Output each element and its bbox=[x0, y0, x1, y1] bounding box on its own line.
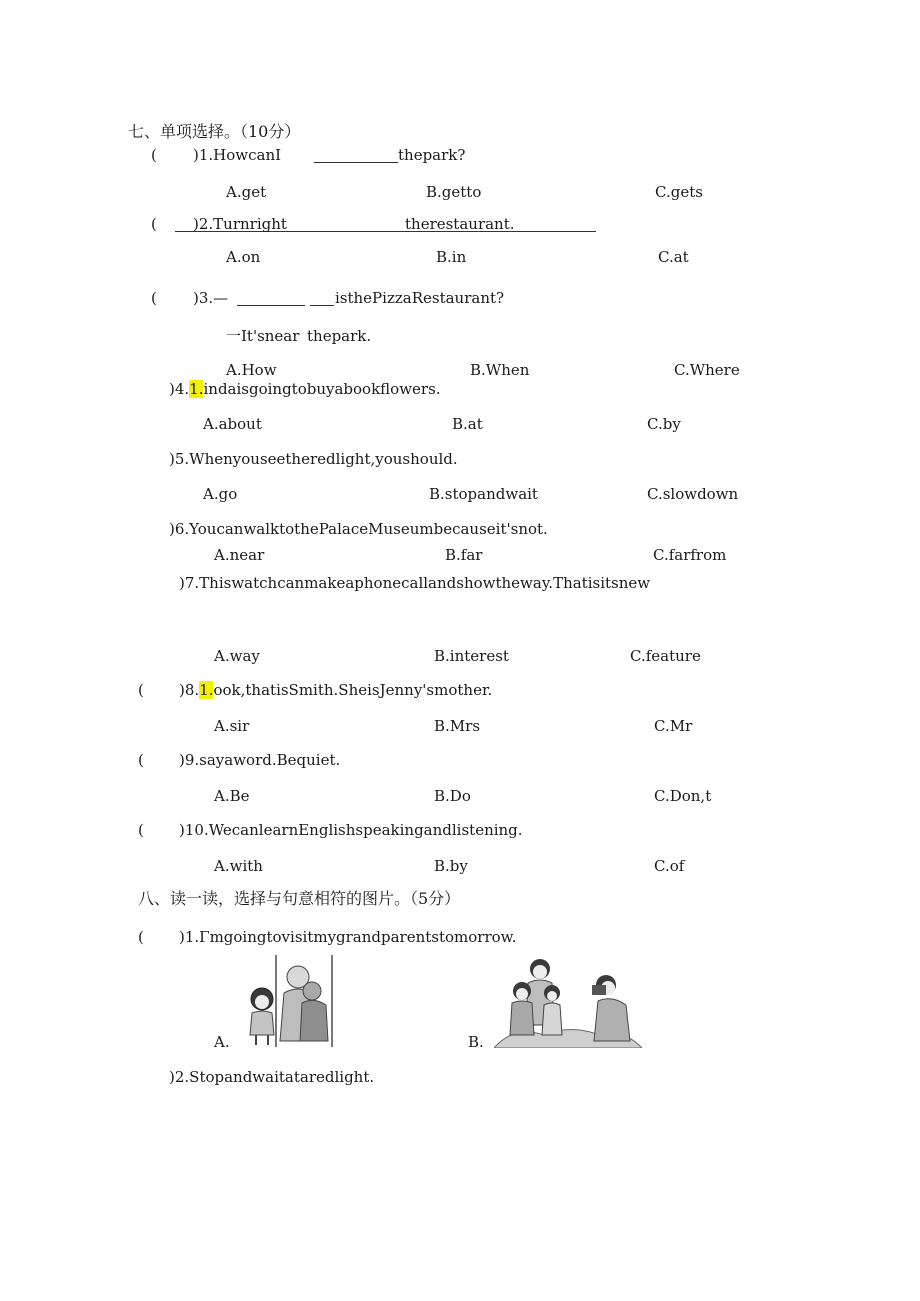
q6-option-a: A.near bbox=[214, 546, 265, 564]
q3-reply-end: thepark. bbox=[307, 327, 372, 345]
q4-option-c: C.by bbox=[647, 415, 681, 433]
q6-stem: )6.YoucanwalktothePalaceMuseumbecauseit'snot. bbox=[169, 520, 548, 538]
section-8-heading: 八、读一读，选择与句意相符的图片。（5分） bbox=[138, 889, 461, 908]
q5-option-a: A.go bbox=[203, 485, 238, 503]
q3-blank-2 bbox=[310, 305, 334, 306]
q8-highlight: 1. bbox=[199, 681, 214, 699]
q2-after: therestaurant. bbox=[405, 215, 515, 233]
q7-stem: )7.Thiswatchcanmakeaphonecallandshowtheway.Thatisitsnew bbox=[179, 574, 651, 592]
q9-stem: )9.sayaword.Bequiet. bbox=[179, 751, 341, 769]
q2-option-c: C.at bbox=[658, 248, 689, 266]
q8-stem: ook,thatisSmith.SheisJenny'smother. bbox=[213, 681, 493, 699]
q9-option-c: C.Don,t bbox=[654, 787, 712, 805]
q9-paren: ( bbox=[138, 751, 144, 769]
q10-paren: ( bbox=[138, 821, 144, 839]
q6-option-b: B.far bbox=[445, 546, 483, 564]
s8-q2-stem: )2.Stopandwaitataredlight. bbox=[169, 1068, 375, 1086]
q2-option-b: B.in bbox=[436, 248, 467, 266]
q1-stem: )1.HowcanI bbox=[193, 146, 282, 164]
q1-after: thepark? bbox=[398, 146, 466, 164]
s8-q1-option-b: B. bbox=[468, 1033, 484, 1051]
q1-option-b: B.getto bbox=[426, 183, 482, 201]
q8-option-a: A.sir bbox=[214, 717, 250, 735]
q3-option-c: C.Where bbox=[674, 361, 740, 379]
q4-question bbox=[169, 380, 441, 398]
q4-option-a: A.about bbox=[203, 415, 262, 433]
section-7-heading: 七、单项选择。（10分） bbox=[128, 122, 301, 141]
q5-option-c: C.slowdown bbox=[647, 485, 739, 503]
q5-stem: )5.Whenyouseetheredlight,youshould. bbox=[169, 450, 458, 468]
q3-reply: 一It'snear bbox=[226, 327, 300, 345]
q3-paren: ( bbox=[151, 289, 157, 307]
q6-option-c: C.farfrom bbox=[653, 546, 727, 564]
q10-option-a: A.with bbox=[214, 857, 263, 875]
s8-q1-stem: )1.Γmgoingtovisitmygrandparentstomorrow. bbox=[179, 928, 517, 946]
q7-option-a: A.way bbox=[214, 647, 260, 665]
q9-option-a: A.Be bbox=[214, 787, 250, 805]
q2-stem: )2.Turnright bbox=[193, 215, 287, 233]
q8-paren: ( bbox=[138, 681, 144, 699]
q8-question bbox=[179, 681, 492, 699]
s8-q1-option-a: A. bbox=[214, 1033, 230, 1051]
q2-paren: ( bbox=[151, 215, 157, 233]
q9-option-b: B.Do bbox=[434, 787, 471, 805]
s8-q1-paren: ( bbox=[138, 928, 144, 946]
grandparents-picture bbox=[240, 953, 336, 1049]
q3-option-b: B.When bbox=[470, 361, 530, 379]
q3-blank-1 bbox=[237, 305, 305, 306]
q3-after: isthePizzaRestaurant? bbox=[335, 289, 505, 307]
q4-stem: indaisgoingtobuyabookflowers. bbox=[203, 380, 441, 398]
q1-option-c: C.gets bbox=[655, 183, 703, 201]
q10-option-c: C.of bbox=[654, 857, 685, 875]
q7-option-b: B.interest bbox=[434, 647, 509, 665]
q4-highlight: 1. bbox=[189, 380, 204, 398]
q1-paren: ( bbox=[151, 146, 157, 164]
q10-stem: )10.WecanlearnEnglishspeakingandlistening. bbox=[179, 821, 523, 839]
q5-option-b: B.stopandwait bbox=[429, 485, 538, 503]
q10-option-b: B.by bbox=[434, 857, 468, 875]
q1-blank bbox=[314, 162, 398, 163]
q3-stem: )3.— bbox=[193, 289, 229, 307]
family-photo-picture bbox=[494, 955, 642, 1048]
q2-option-a: A.on bbox=[226, 248, 261, 266]
q1-option-a: A.get bbox=[226, 183, 267, 201]
q8-number: )8. bbox=[179, 681, 200, 699]
q8-option-b: B.Mrs bbox=[434, 717, 481, 735]
q8-option-c: C.Mr bbox=[654, 717, 693, 735]
q4-option-b: B.at bbox=[452, 415, 483, 433]
q7-option-c: C.feature bbox=[630, 647, 701, 665]
q4-number: )4. bbox=[169, 380, 190, 398]
q3-option-a: A.How bbox=[226, 361, 277, 379]
